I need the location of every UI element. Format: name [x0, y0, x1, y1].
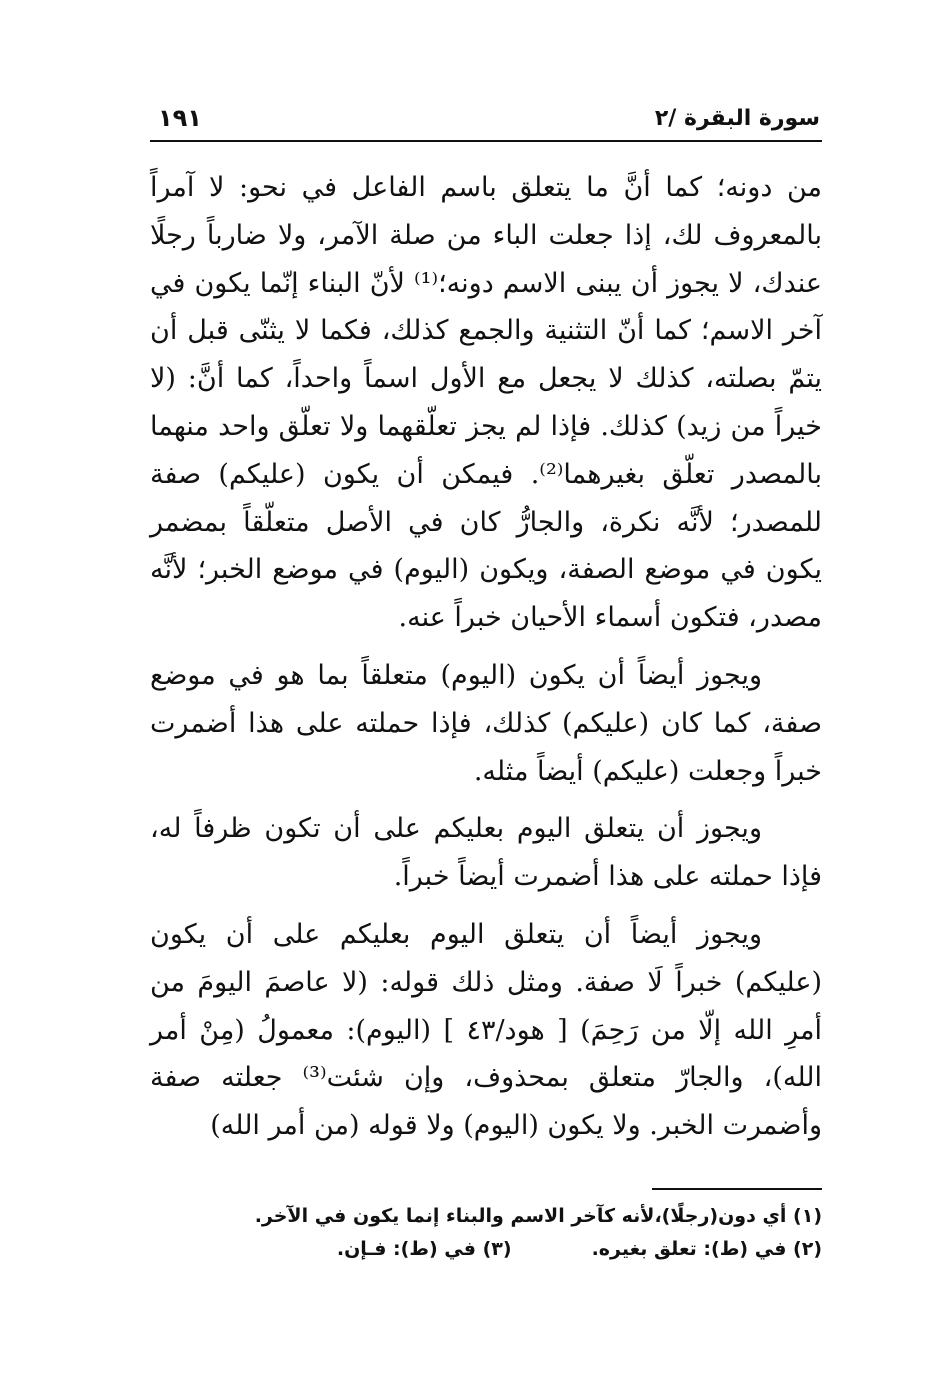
- footnote-2: (٢) في (ط): تعلق بغيره.: [591, 1238, 822, 1260]
- paragraph-1: من دونه؛ كما أنَّ ما يتعلق باسم الفاعل في نحو: لا آمراً بالمعروف لك، إذا جعلت الباء من صلة الآمر، ولا ضارباً رجلًا عندك، لا يجوز أن يبنى الاسم دونه؛⁽¹⁾ لأنّ البناء إنّما يكون في آخر الاسم؛ كما أنّ التثنية والجمع كذلك، فكما لا يثنّى قبل أن يتمّ بصلته، كذلك لا يجعل مع الأول اسماً واحداً، كما أنَّ: (لا خيراً من زيد) كذلك. فإذا لم يجز تعلّقهما ولا تعلّق واحد منهما بالمصدر تعلّق بغيرهما⁽²⁾. فيمكن أن يكون (عليكم) صفة للمصدر؛ لأنَّه نكرة، والجارُّ كان في الأصل متعلّقاً بمضمر يكون في موضع الصفة، ويكون (اليوم) في موضع الخبر؛ لأنَّه مصدر، فتكون أسماء الأحيان خبراً عنه.: [150, 172, 823, 634]
- sura-title: سورة البقرة /٢: [654, 106, 820, 131]
- paragraph-4: ويجوز أيضاً أن يتعلق اليوم بعليكم على أن يكون (عليكم) خبراً لَا صفة. ومثل ذلك قوله: (لا عاصمَ اليومَ من أمرِ الله إلّا من رَحِمَ) [ هود/٤٣ ] (اليوم): معمولُ (مِنْ أمر الله)، والجارّ متعلق بمحذوف، وإن شئت⁽³⁾ جعلته صفة وأضمرت الخبر. ولا يكون (اليوم) ولا قوله (من أمر الله): [150, 918, 823, 1142]
- page-number: ١٩١: [158, 104, 202, 132]
- book-page: [150, 100, 822, 1300]
- footnote-1: (١) أي دون(رجلًا)،لأنه كآخر الاسم والبناء إنما يكون في الآخر.: [254, 1205, 822, 1227]
- page-header: [150, 100, 822, 142]
- footnote-row: [162, 1233, 822, 1266]
- footnote-divider: [652, 1188, 822, 1190]
- main-text: [150, 164, 822, 1150]
- footnotes: [162, 1200, 822, 1266]
- footnote-3: (٣) في (ط): فـإن.: [336, 1238, 512, 1260]
- paragraph-2: ويجوز أيضاً أن يكون (اليوم) متعلقاً بما هو في موضع صفة، كما كان (عليكم) كذلك، فإذا حملته على هذا أضمرت خبراً وجعلت (عليكم) أيضاً مثله.: [150, 659, 822, 787]
- paragraph-3: ويجوز أن يتعلق اليوم بعليكم على أن تكون ظرفاً له، فإذا حملته على هذا أضمرت أيضاً خبراً.: [150, 813, 822, 893]
